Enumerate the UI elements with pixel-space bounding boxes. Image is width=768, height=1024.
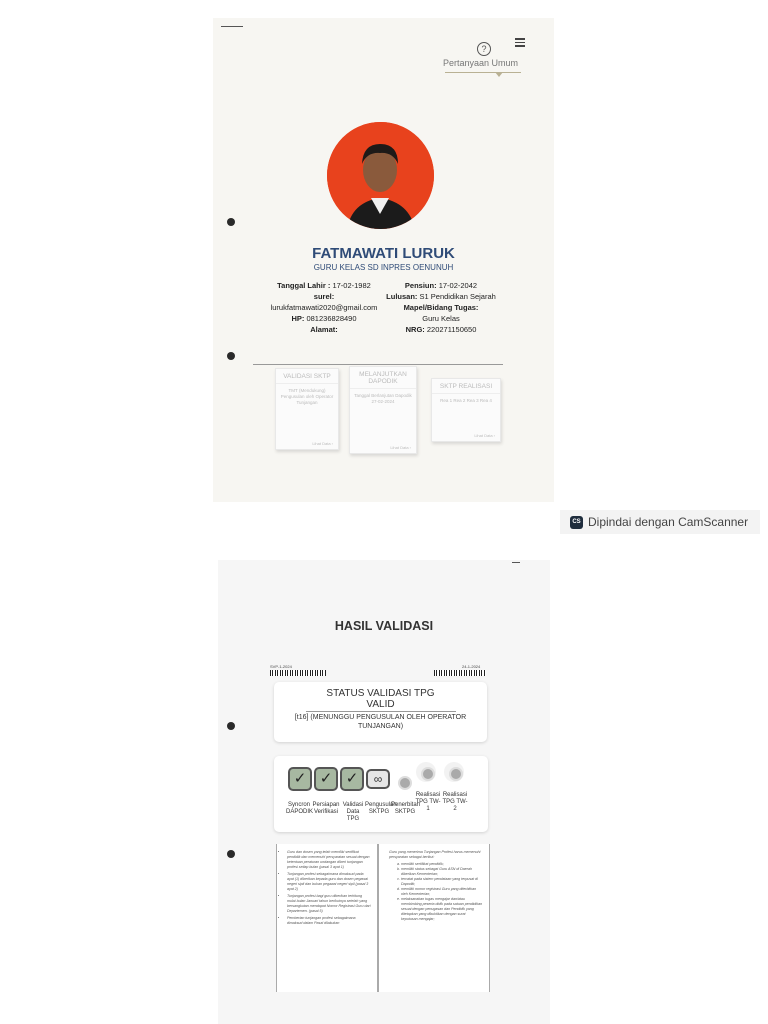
doc-code-left: SVP-1-2024 [270, 664, 292, 669]
requirements-intro: Guru yang menerima Tunjangan Profesi harus memenuhi persyaratan sebagai berikut: [389, 850, 481, 859]
step-label: Validasi Data TPG [342, 802, 364, 822]
list-item: • Guru dan dosen yang telah memiliki sertifikat pendidik dan memenuhi persyaratan sesuai dengan ketentuan peraturan undangan diberi tunjangan profesi setiap bulan (pasal 3 ayat 1) [287, 850, 371, 870]
camscanner-label: Dipindai dengan CamScanner [588, 515, 749, 529]
nrg-value: 220271150650 [426, 325, 477, 334]
card-link[interactable]: Lihat Data › [312, 441, 333, 446]
status-note: [t16] (MENUNGGU PENGUSULAN OLEH OPERATOR TUNJANGAN) [294, 714, 467, 730]
personal-info-left [269, 280, 379, 335]
nrg-label: NRG: [405, 325, 425, 334]
check-icon: ✓ [288, 767, 312, 791]
list-item: • Tunjangan profesi bagi guru diberikan terhitung mulai bulan Januari tahun berikutnya setelah yang bersangkutan mendapat Nomor Registrasi Guru dari Departemen. (pasal 5) [287, 894, 371, 914]
address-label: Alamat: [310, 325, 338, 334]
phone-label: HP: [291, 314, 305, 323]
faq-arrow-icon [495, 72, 503, 77]
progress-tracker [274, 756, 488, 832]
doc-code-right: 24-1-2024 [462, 664, 481, 669]
help-icon[interactable]: ? [477, 42, 491, 56]
profile-page [213, 18, 554, 502]
faq-underline [445, 72, 521, 73]
punch-hole [227, 850, 235, 858]
step-label: Pengusulan SKTPG [365, 802, 397, 815]
pending-dot-icon [398, 776, 412, 790]
validation-page [218, 560, 550, 1024]
punch-hole [227, 352, 235, 360]
camscanner-logo-icon: CS [570, 516, 583, 529]
dob-value: 17-02-1982 [332, 281, 371, 290]
card-link[interactable]: Lihat Data › [474, 433, 495, 438]
check-icon: ✓ [340, 767, 364, 791]
card-link[interactable]: Lihat Data › [390, 445, 411, 450]
list-item: b. memiliki status sebagai Guru ASN di Daerah diberikan Kementerian; [401, 867, 483, 877]
grad-label: Lulusan: [386, 292, 418, 301]
tpg-requirements-right [378, 844, 490, 992]
step-label: Syncron DAPODIK [286, 802, 314, 815]
list-item: c. tercatat pada sistem pendataan yang terpusat di Dapodik; [401, 877, 483, 887]
list-item: • Pemberian tunjangan profesi sebagaimana dimaksud dalam Pasal dilakukan [287, 916, 371, 926]
status-value: VALID [366, 699, 395, 710]
pension-value: 17-02-2042 [438, 281, 478, 290]
avatar [327, 122, 434, 229]
tpg-regulation-left [276, 844, 378, 992]
pending-dot-icon [449, 767, 463, 781]
card-body: TMT (Mendukung) Pengusulan oleh Operator Tunjangan [280, 388, 334, 405]
list-item: • Tunjangan profesi sebagaimana dimaksud pada ayat (1) diberikan kepada guru dan dosen pegawai negeri sipil dan bukan pegawai negeri sipil (pasal 3 ayat 2) [287, 872, 371, 892]
camscanner-watermark [560, 510, 760, 534]
grad-value: S1 Pendidikan Sejarah [419, 292, 496, 301]
card-melanjutkan-dapodik[interactable] [349, 366, 417, 454]
in-progress-icon: ∞ [366, 769, 390, 789]
status-divider [306, 711, 456, 712]
email-value: lurukfatmawati2020@gmail.com [270, 303, 378, 312]
card-body: Rea 1 Rea 2 Rea 3 Rea 4 [440, 398, 492, 403]
scan-mark [221, 26, 243, 27]
punch-hole [227, 722, 235, 730]
barcode-right [434, 670, 486, 676]
status-card [274, 682, 487, 742]
list-item: d. memiliki nomor registrasi Guru yang diterbitkan oleh Kementerian; [401, 887, 483, 897]
card-title: VALIDASI SKTP [276, 369, 338, 384]
punch-hole [227, 218, 235, 226]
check-icon: ✓ [314, 767, 338, 791]
page-title: HASIL VALIDASI [334, 619, 434, 633]
card-body: Tanggal Berlanjutan Dapodik 27-02-2024 [354, 393, 412, 404]
dob-label: Tanggal Lahir : [277, 281, 331, 290]
step-label: Realisasi TPG TW-1 [415, 792, 441, 812]
scan-mark [512, 562, 520, 563]
personal-info-right [381, 280, 501, 335]
avatar-photo [327, 122, 434, 229]
phone-value: 081236828490 [306, 314, 357, 323]
teacher-role: GURU KELAS SD INPRES OENUNUH [313, 263, 454, 272]
status-heading: STATUS VALIDASI TPG [326, 688, 435, 699]
barcode-left [270, 670, 326, 676]
step-label: Penerbitan SKTPG [391, 802, 421, 815]
step-label: Persiapan Verifikasi [312, 802, 340, 815]
list-item: a. memiliki sertifikat pendidik; [401, 862, 483, 867]
divider [253, 364, 503, 365]
email-label: surel: [313, 292, 335, 301]
hamburger-menu-icon[interactable] [515, 38, 525, 49]
list-item: e. melaksanakan tugas mengajar dan/atau membimbing peserta didik pada satuan pendidikan sesuai dengan penugasan dan Pendidik yang ditetapkan yang dibuktikan dengan surat keputusan mengajar; [401, 897, 483, 922]
teacher-name: FATMAWATI LURUK [312, 245, 455, 262]
card-title: SKTP REALISASI [432, 379, 500, 394]
subject-label: Mapel/Bidang Tugas: [403, 303, 479, 312]
pending-dot-icon [421, 767, 435, 781]
pension-label: Pensiun: [404, 281, 437, 290]
card-sktp-realisasi[interactable] [431, 378, 501, 442]
card-validasi-sktp[interactable] [275, 368, 339, 450]
subject-value: Guru Kelas [422, 314, 460, 323]
step-label: Realisasi TPG TW-2 [442, 792, 468, 812]
card-title: MELANJUTKAN DAPODIK [350, 367, 416, 389]
faq-label[interactable]: Pertanyaan Umum [443, 58, 519, 68]
